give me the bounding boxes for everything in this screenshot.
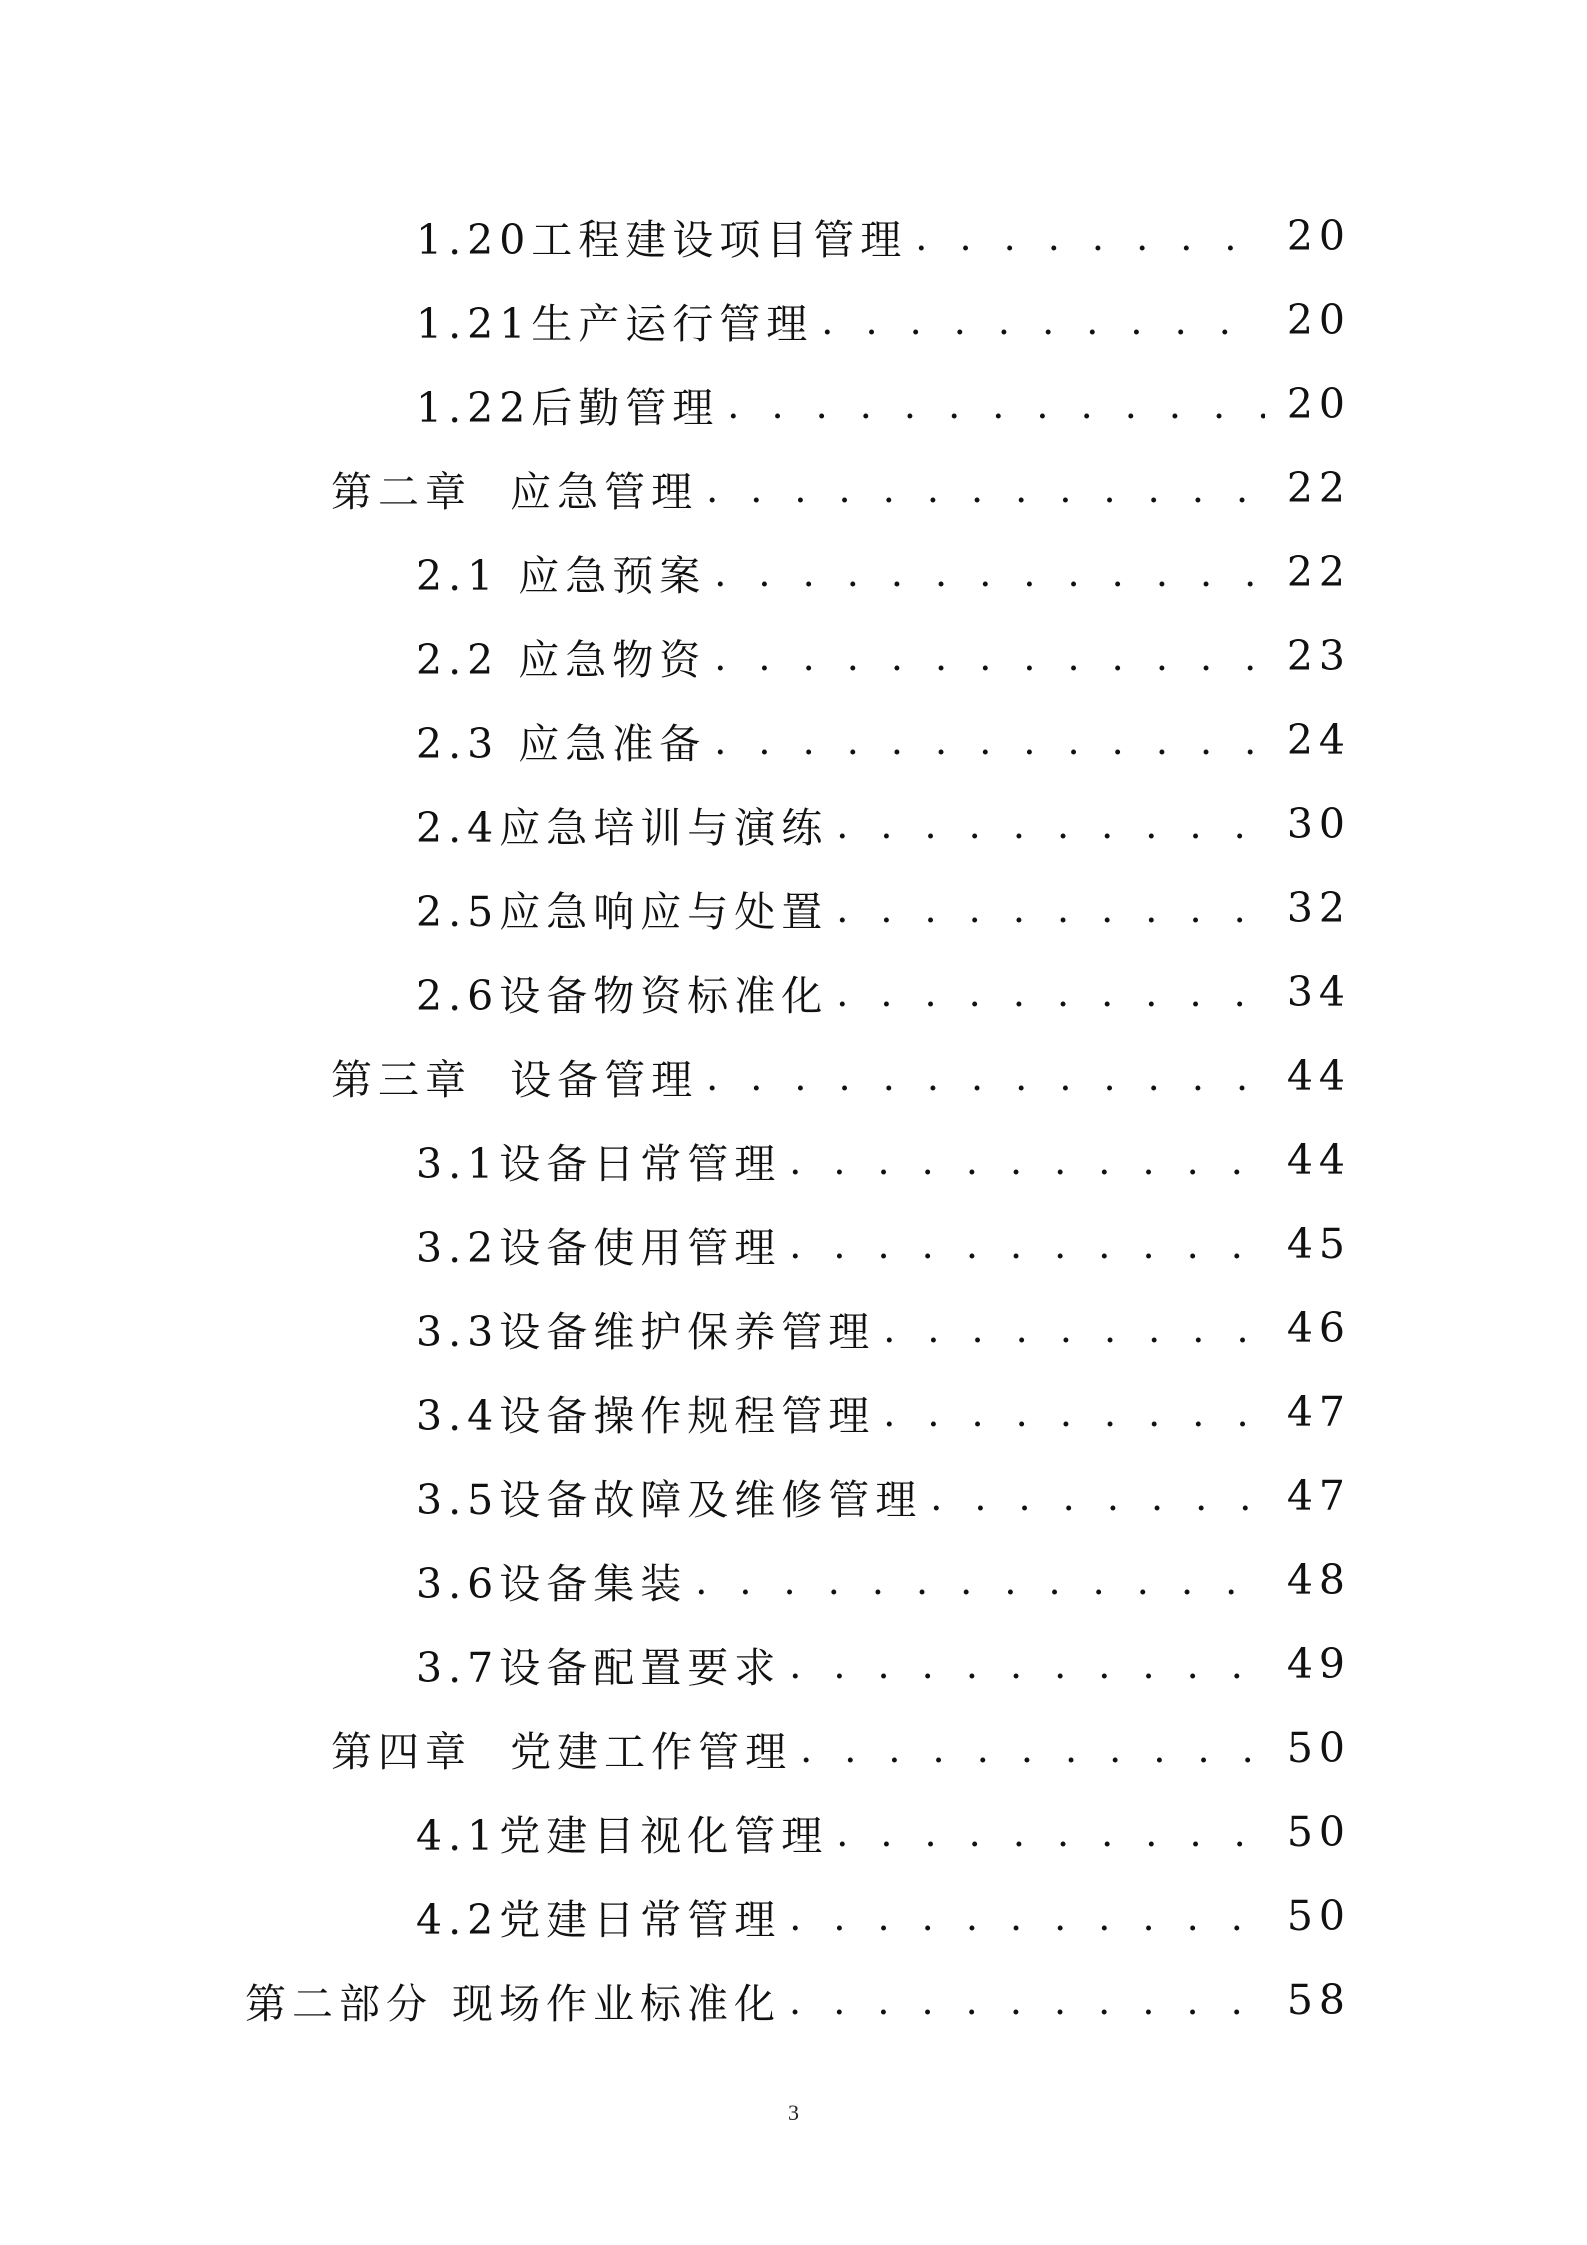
toc-entry-title: 1.21生产运行管理: [416, 299, 814, 348]
toc-entry-title: 2.4应急培训与演练: [416, 803, 829, 852]
toc-entry[interactable]: [416, 290, 1351, 350]
toc-dot-leader: [714, 548, 1265, 596]
toc-entry[interactable]: [416, 1130, 1351, 1190]
toc-entry[interactable]: [416, 962, 1351, 1022]
toc-entry[interactable]: [416, 1382, 1351, 1442]
toc-entry-title: 第二章 应急管理: [331, 467, 699, 516]
toc-dot-leader: [695, 1556, 1265, 1604]
toc-entry-page: 50: [1286, 1724, 1351, 1772]
toc-entry-page: 49: [1286, 1640, 1351, 1688]
toc-entry-page: 44: [1286, 1052, 1351, 1100]
toc-dot-leader: [836, 968, 1265, 1016]
toc-entry-title: 1.20工程建设项目管理: [416, 215, 908, 264]
toc-entry-page: 48: [1286, 1556, 1351, 1604]
toc-entry-title: 第四章 党建工作管理: [331, 1727, 793, 1776]
toc-entry[interactable]: [416, 1802, 1351, 1862]
toc-dot-leader: [706, 464, 1265, 512]
toc-dot-leader: [930, 1472, 1265, 1520]
toc-entry-title: 第三章 设备管理: [331, 1055, 699, 1104]
toc-dot-leader: [714, 716, 1265, 764]
toc-entry-title: 2.3 应急准备: [416, 719, 707, 768]
toc-dot-leader: [821, 296, 1265, 344]
toc-dot-leader: [883, 1304, 1265, 1352]
toc-entry-title: 4.1党建目视化管理: [416, 1811, 829, 1860]
toc-dot-leader: [836, 800, 1265, 848]
toc-entry[interactable]: [416, 374, 1351, 434]
toc-entry-title: 3.1设备日常管理: [416, 1139, 782, 1188]
toc-dot-leader: [727, 380, 1265, 428]
toc-entry-title: 3.6设备集装: [416, 1559, 688, 1608]
toc-entry[interactable]: [416, 1466, 1351, 1526]
toc-entry-title: 3.5设备故障及维修管理: [416, 1475, 923, 1524]
toc-entry-title: 2.1 应急预案: [416, 551, 707, 600]
toc-entry-title: 2.5应急响应与处置: [416, 887, 829, 936]
toc-entry-page: 44: [1286, 1136, 1351, 1184]
toc-entry-page: 20: [1286, 380, 1351, 428]
toc-entry[interactable]: [416, 1886, 1351, 1946]
toc-entry-title: 3.2设备使用管理: [416, 1223, 782, 1272]
toc-entry-chapter[interactable]: [331, 458, 1351, 518]
toc-entry-page: 45: [1286, 1220, 1351, 1268]
toc-dot-leader: [883, 1388, 1265, 1436]
toc-entry-page: 32: [1286, 884, 1351, 932]
toc-dot-leader: [789, 1220, 1265, 1268]
toc-entry[interactable]: [416, 1634, 1351, 1694]
toc-entry[interactable]: [416, 1550, 1351, 1610]
toc-entry-title: 3.3设备维护保养管理: [416, 1307, 876, 1356]
toc-dot-leader: [836, 1808, 1265, 1856]
toc-dot-leader: [789, 1976, 1265, 2024]
toc-entry[interactable]: [416, 878, 1351, 938]
toc-entry[interactable]: [416, 710, 1351, 770]
toc-dot-leader: [789, 1136, 1265, 1184]
toc-dot-leader: [800, 1724, 1265, 1772]
toc-entry-title: 3.7设备配置要求: [416, 1643, 782, 1692]
page-number: 3: [788, 2100, 799, 2125]
toc-dot-leader: [789, 1640, 1265, 1688]
toc-entry-page: 22: [1286, 548, 1351, 596]
toc-entry-page: 23: [1286, 632, 1351, 680]
toc-entry-title: 1.22后勤管理: [416, 383, 720, 432]
toc-entry-page: 24: [1286, 716, 1351, 764]
toc-entry-page: 22: [1286, 464, 1351, 512]
toc-entry-page: 34: [1286, 968, 1351, 1016]
toc-entry-page: 30: [1286, 800, 1351, 848]
toc-entry[interactable]: [416, 626, 1351, 686]
toc-dot-leader: [789, 1892, 1265, 1940]
toc-entry-page: 20: [1286, 212, 1351, 260]
toc-dot-leader: [714, 632, 1265, 680]
toc-dot-leader: [915, 212, 1265, 260]
toc-entry-page: 46: [1286, 1304, 1351, 1352]
toc-dot-leader: [836, 884, 1265, 932]
toc-entry[interactable]: [416, 794, 1351, 854]
toc-entry[interactable]: [416, 1214, 1351, 1274]
toc-entry-title: 第二部分 现场作业标准化: [245, 1979, 782, 2028]
toc-entry-chapter[interactable]: [331, 1046, 1351, 1106]
toc-entry-chapter[interactable]: [331, 1718, 1351, 1778]
toc-entry[interactable]: [416, 542, 1351, 602]
toc-entry-page: 47: [1286, 1472, 1351, 1520]
toc-entry-page: 50: [1286, 1892, 1351, 1940]
toc-entry-part[interactable]: [245, 1970, 1351, 2030]
toc-entry[interactable]: [416, 206, 1351, 266]
toc-entry-page: 47: [1286, 1388, 1351, 1436]
toc-entry-title: 3.4设备操作规程管理: [416, 1391, 876, 1440]
toc-entry-title: 4.2党建日常管理: [416, 1895, 782, 1944]
toc-entry-page: 20: [1286, 296, 1351, 344]
toc-entry[interactable]: [416, 1298, 1351, 1358]
toc-entry-title: 2.6设备物资标准化: [416, 971, 829, 1020]
toc-dot-leader: [706, 1052, 1265, 1100]
toc-entry-title: 2.2 应急物资: [416, 635, 707, 684]
toc-entry-page: 50: [1286, 1808, 1351, 1856]
toc-entry-page: 58: [1286, 1976, 1351, 2024]
